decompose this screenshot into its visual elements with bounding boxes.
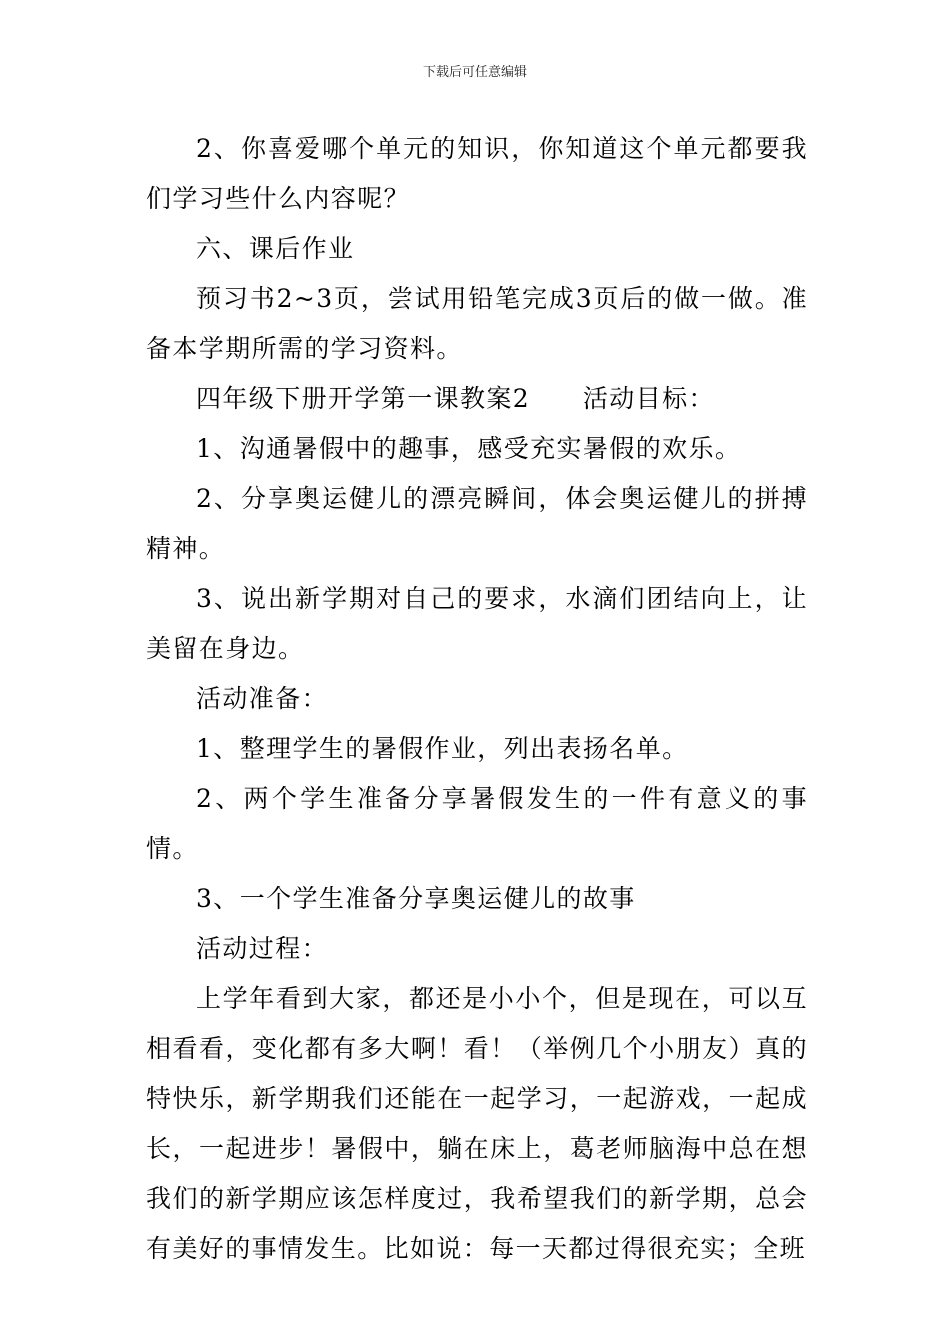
goal-item-1: 1、沟通暑假中的趣事，感受充实暑假的欢乐。 <box>196 434 742 463</box>
goal-item-2: 2、分享奥运健儿的漂亮瞬间，体会奥运健儿的拼搏精神。 <box>146 484 808 563</box>
preparation-item-1: 1、整理学生的暑假作业，列出表扬名单。 <box>196 734 689 763</box>
paragraph-process-body: 上学年看到大家，都还是小小个，但是现在，可以互相看看，变化都有多大啊！看！（举例几个小朋友）真的特快乐，新学期我们还能在一起学习，一起游戏，一起成长，一起进步！暑假中，躺在床上，葛老师脑海中总在想我们的新学期应该怎样度过，我希望我们的新学期，总会有美好的事情发生。比如说：每一天都过得很充实；全班 <box>146 984 808 1263</box>
preparation-item-3: 3、一个学生准备分享奥运健儿的故事 <box>196 884 636 913</box>
goal-item-3: 3、说出新学期对自己的要求，水滴们团结向上，让美留在身边。 <box>146 584 808 663</box>
document-body <box>146 124 808 1274</box>
section-heading-homework: 六、课后作业 <box>196 234 355 263</box>
section-heading-preparation: 活动准备： <box>196 684 329 713</box>
preparation-item-2: 2、两个学生准备分享暑假发生的一件有意义的事情。 <box>146 784 808 863</box>
paragraph-question-2: 2、你喜爱哪个单元的知识，你知道这个单元都要我们学习些什么内容呢？ <box>146 134 808 213</box>
paragraph-homework: 预习书2~3页，尝试用铅笔完成3页后的做一做。准备本学期所需的学习资料。 <box>146 284 808 363</box>
section-heading-process: 活动过程： <box>196 934 329 963</box>
page-header: 下载后可任意编辑 <box>422 65 527 80</box>
lesson-title-goals: 四年级下册开学第一课教案2 活动目标： <box>196 384 715 413</box>
